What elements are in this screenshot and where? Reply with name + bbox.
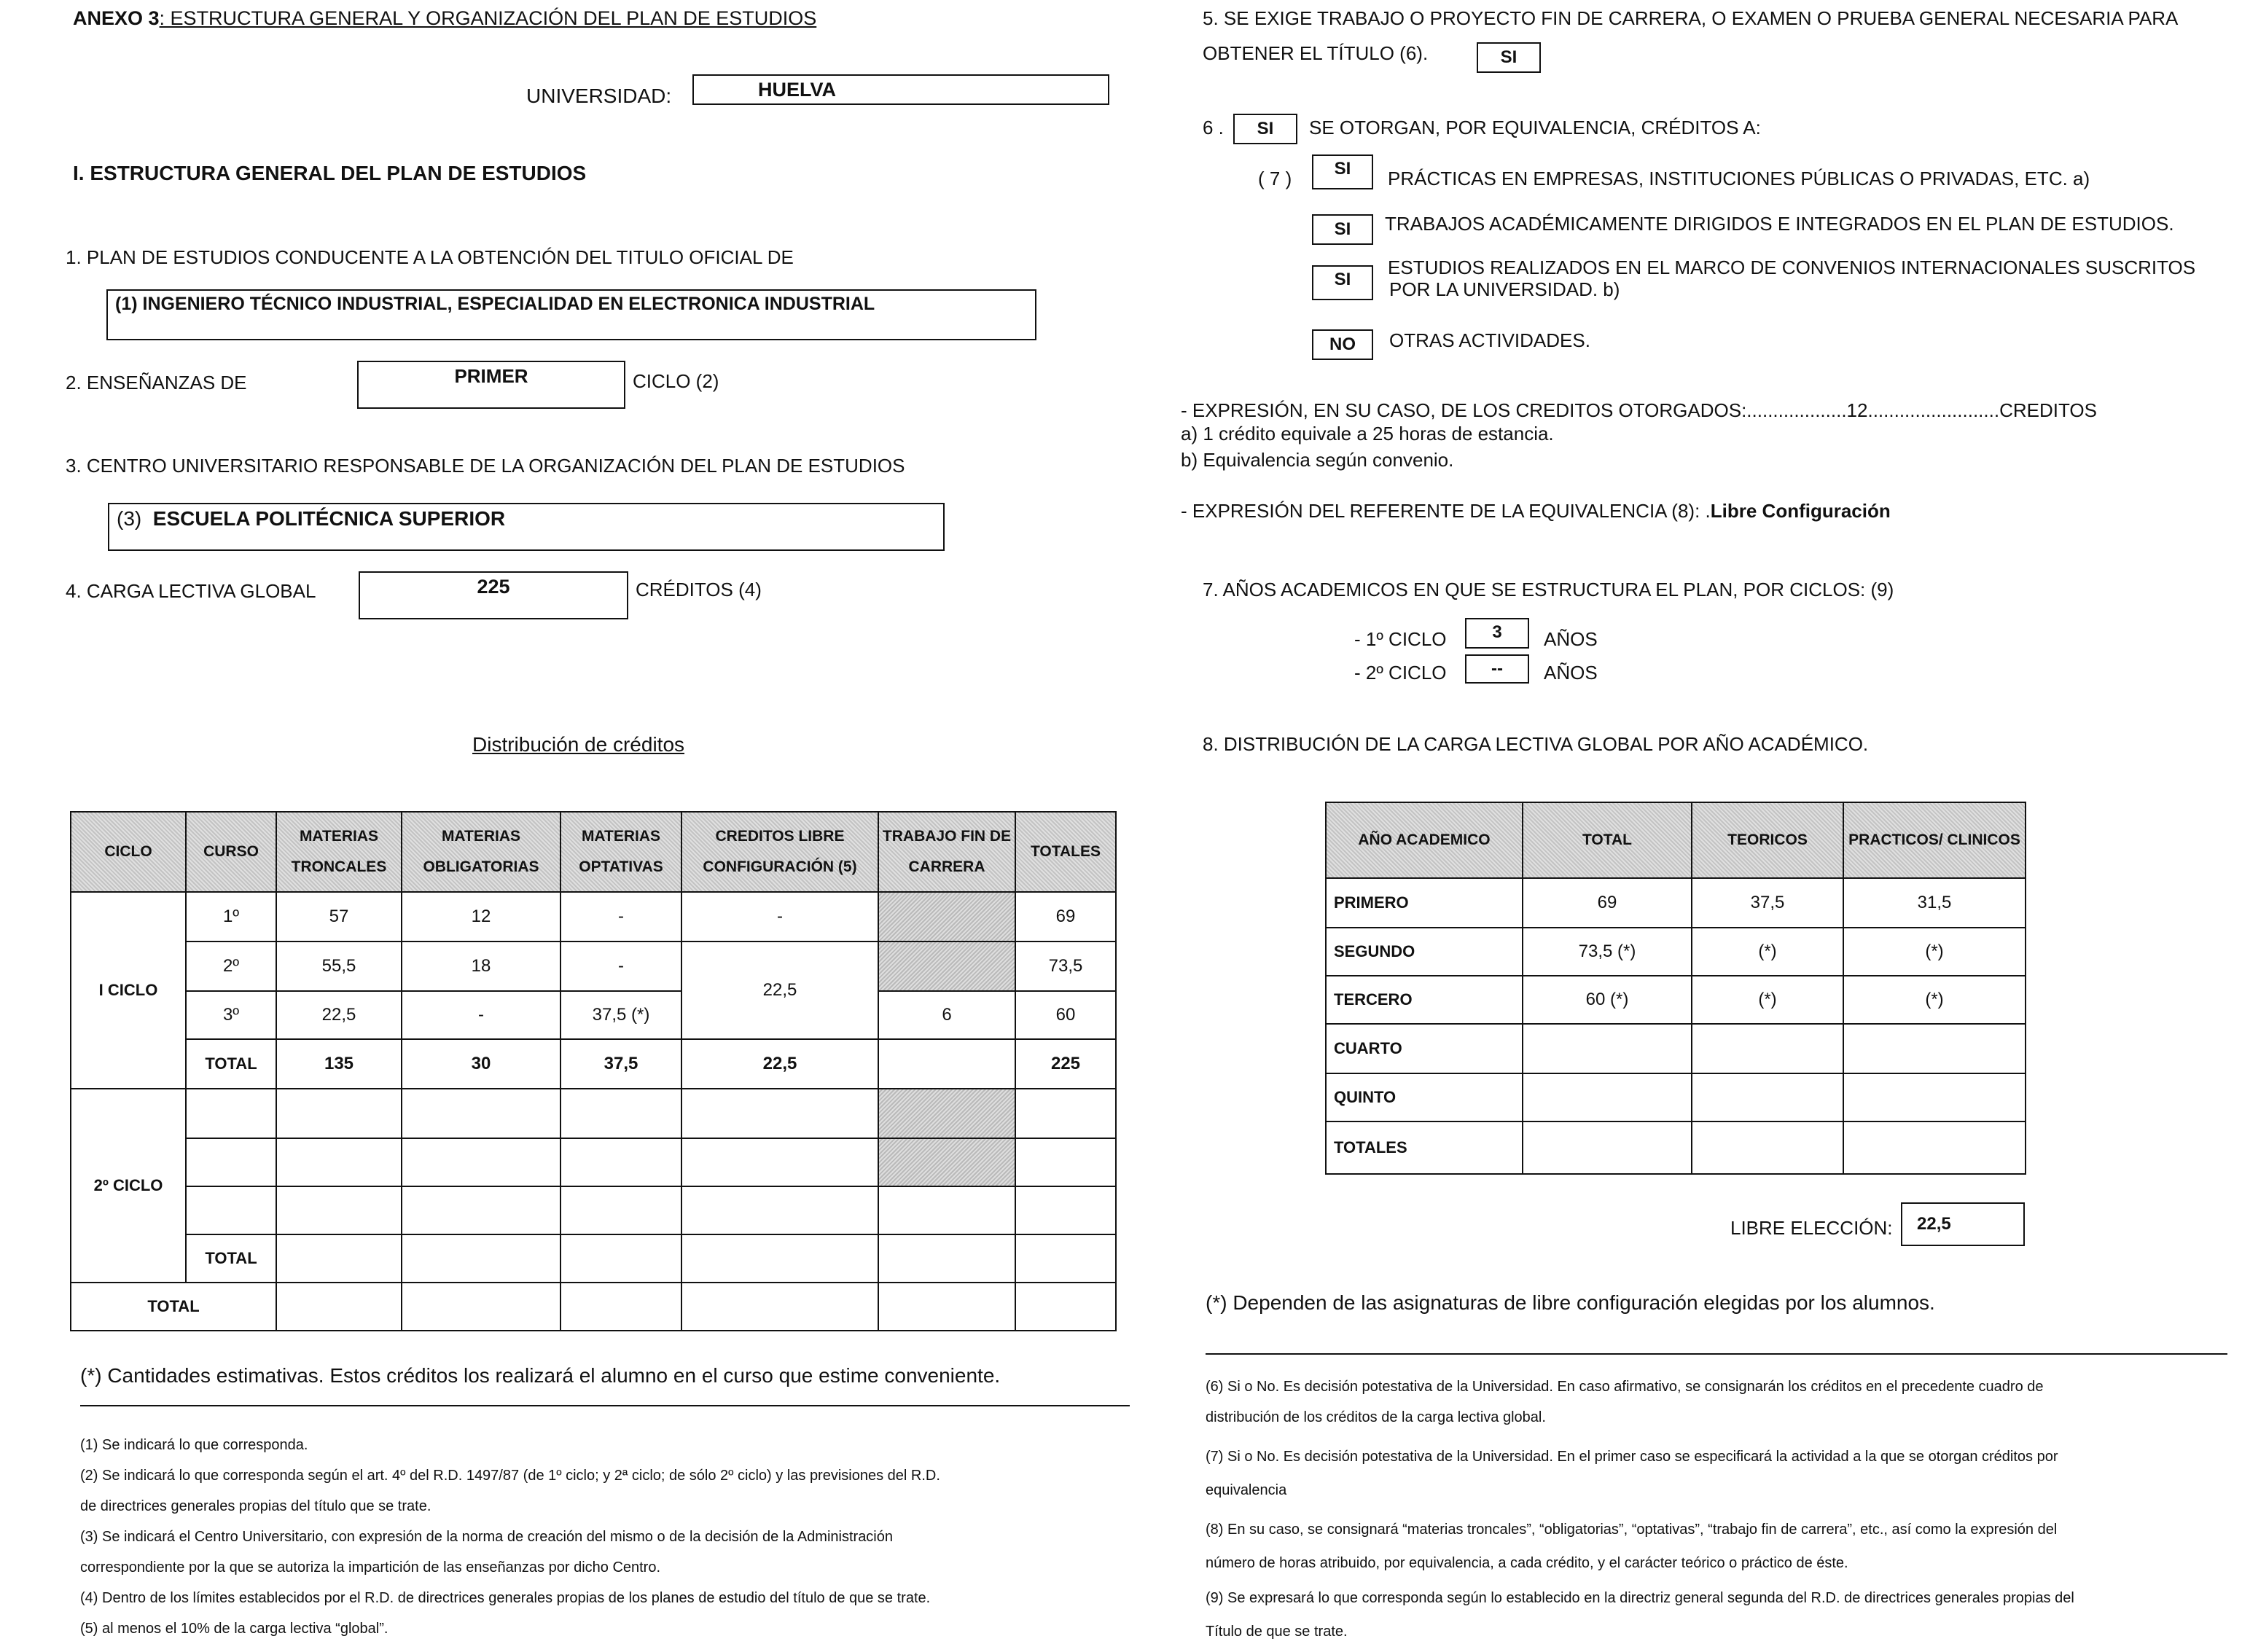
table-cell: - [402,991,560,1039]
item6-prefix: 6 . [1203,117,1224,138]
eq-box-trabajos: SI [1312,214,1373,245]
year-label: TERCERO [1326,976,1523,1024]
eq-label-practicas: PRÁCTICAS EN EMPRESAS, INSTITUCIONES PÚBLICAS O PRIVADAS, ETC. a) [1388,168,2090,189]
eq-box-practicas: SI [1312,154,1373,189]
note-depend: (*) Dependen de las asignaturas de libre configuración elegidas por los alumnos. [1206,1291,1935,1314]
item4-label: 4. CARGA LECTIVA GLOBAL [66,580,316,602]
year-label: SEGUNDO [1326,928,1523,976]
eq-box-convenios: SI [1312,265,1373,300]
annex-label: ANEXO 3 [73,7,160,29]
table-cell [1015,1234,1116,1283]
table-row [71,991,1116,1039]
table-cell [1692,1024,1843,1073]
header-ciclo: CICLO [71,812,186,892]
final-project-required-box: SI [1477,42,1541,73]
table-cell: 69 [1523,878,1692,928]
table-cell [402,1089,560,1138]
header-troncales: MATERIAS TRONCALES [276,812,402,892]
table-cell: - [560,942,681,991]
eq-label-trabajos: TRABAJOS ACADÉMICAMENTE DIRIGIDOS E INTEGRADOS EN EL PLAN DE ESTUDIOS. [1385,213,2174,235]
table-cell [560,1089,681,1138]
footnote-6b: distribución de los créditos de la carga lectiva global. [1206,1409,1546,1425]
table-cell [681,1186,878,1234]
note-estimates: (*) Cantidades estimativas. Estos créditos los realizará el alumno en el curso que estime conveniente. [80,1364,1001,1387]
cycle2-years-unit: AÑOS [1544,662,1598,684]
year-header-practicos: PRACTICOS/ CLINICOS [1843,802,2026,878]
item4-suffix: CRÉDITOS (4) [636,579,762,600]
table-cell: 12 [402,892,560,942]
item1-label: 1. PLAN DE ESTUDIOS CONDUCENTE A LA OBTENCIÓN DEL TITULO OFICIAL DE [66,246,794,268]
eq-label-convenios: ESTUDIOS REALIZADOS EN EL MARCO DE CONVENIOS INTERNACIONALES SUSCRITOS [1388,257,2196,278]
item7-label: 7. AÑOS ACADEMICOS EN QUE SE ESTRUCTURA EL PLAN, POR CICLOS: (9) [1203,579,1894,600]
cycle2-total-label: TOTAL [186,1234,276,1283]
table-cell [681,1283,878,1331]
table-cell: 60 (*) [1523,976,1692,1024]
table-cell: (*) [1843,928,2026,976]
table-cell: 73,5 (*) [1523,928,1692,976]
table-cell: 60 [1015,991,1116,1039]
footnote-8b: número de horas atribuido, por equivalencia, a cada crédito, y el carácter teórico o práctico de éste. [1206,1555,1848,1571]
table-cell [1523,1024,1692,1073]
table-cell: TOTAL [186,1039,276,1089]
header-libre: CREDITOS LIBRE CONFIGURACIÓN (5) [681,812,878,892]
footnote-3b: correspondiente por la que se autoriza la impartición de las enseñanzas por dicho Centro. [80,1559,661,1575]
cycle2-years-label: - 2º CICLO [1354,662,1447,684]
item3-label: 3. CENTRO UNIVERSITARIO RESPONSABLE DE LA ORGANIZACIÓN DEL PLAN DE ESTUDIOS [66,455,905,477]
footnote-7: (7) Si o No. Es decisión potestativa de la Universidad. En el primer caso se especificará la actividad a la que se otorgan créditos por [1206,1449,2058,1465]
item6-ref: ( 7 ) [1258,168,1292,189]
table-cell [402,1283,560,1331]
table-cell [402,1138,560,1186]
item5-line2: OBTENER EL TÍTULO (6). [1203,42,1429,64]
header-trabajo: TRABAJO FIN DE CARRERA [878,812,1015,892]
table-row [71,942,1116,991]
table-cell [560,1186,681,1234]
year-header-academic: AÑO ACADEMICO [1326,802,1523,878]
footnote-7b: equivalencia [1206,1482,1287,1498]
university-value: HUELVA [692,74,1109,105]
header-obligatorias: MATERIAS OBLIGATORIAS [402,812,560,892]
table-cell [1843,1024,2026,1073]
cycle2-label: 2º CICLO [71,1089,186,1283]
table-cell: 6 [878,991,1015,1039]
table-cell: 30 [402,1039,560,1089]
header-totales: TOTALES [1015,812,1116,892]
table-cell [681,1089,878,1138]
table-cell [276,1234,402,1283]
credit-distribution-table [70,811,1117,1331]
table-cell: 69 [1015,892,1116,942]
table-cell: (*) [1692,928,1843,976]
equivalence-credits-box: SI [1233,114,1297,144]
note-a: a) 1 crédito equivale a 25 horas de estancia. [1181,423,1554,445]
footnote-1: (1) Se indicará lo que corresponda. [80,1437,308,1453]
table-row-total [71,1234,1116,1283]
grand-total-label: TOTAL [71,1283,276,1331]
table-cell: 2º [186,942,276,991]
footnote-2b: de directrices generales propias del título que se trate. [80,1498,431,1514]
footnote-6: (6) Si o No. Es decisión potestativa de la Universidad. En caso afirmativo, se consignarán los créditos en el precedente cuadro de [1206,1379,2044,1395]
table-row-total [71,1039,1116,1089]
table-row [71,1186,1116,1234]
table-cell [1523,1121,1692,1174]
table-cell [878,1234,1015,1283]
table-cell: 55,5 [276,942,402,991]
table-cell: 57 [276,892,402,942]
expr-ref-value: Libre Configuración [1710,500,1891,522]
year-header-total: TOTAL [1523,802,1692,878]
cycle1-years-box: 3 [1465,618,1529,649]
table-row [1326,878,2026,928]
table-row [1326,1073,2026,1121]
footnote-3: (3) Se indicará el Centro Universitario, con expresión de la norma de creación del mismo o de la decisión de la Administración [80,1529,893,1545]
table-cell [560,1138,681,1186]
total-credits-field: 225 [359,571,628,619]
table-cell [878,1283,1015,1331]
item6-label: SE OTORGAN, POR EQUIVALENCIA, CRÉDITOS A: [1309,117,1761,138]
table-cell: (*) [1843,976,2026,1024]
table-cell: 22,5 [681,942,878,1039]
table-cell [186,1089,276,1138]
table-cell [1692,1121,1843,1174]
annex-title: : ESTRUCTURA GENERAL Y ORGANIZACIÓN DEL PLAN DE ESTUDIOS [159,7,817,29]
table-cell [878,1186,1015,1234]
table-cell [402,1186,560,1234]
table-cell [186,1186,276,1234]
center-field-prefix: (3) [117,507,142,530]
footnote-5: (5) al menos el 10% de la carga lectiva “global”. [80,1621,388,1637]
degree-title-field: (1) INGENIERO TÉCNICO INDUSTRIAL, ESPECIALIDAD EN ELECTRONICA INDUSTRIAL [106,289,1036,340]
table-row [1326,976,2026,1024]
table-cell [1015,1089,1116,1138]
item8-label: 8. DISTRIBUCIÓN DE LA CARGA LECTIVA GLOBAL POR AÑO ACADÉMICO. [1203,733,1869,755]
table-cell: - [681,892,878,942]
table-cell-shaded [878,892,1015,942]
table-header-row [71,812,1116,892]
header-curso: CURSO [186,812,276,892]
table-cell: 37,5 [1692,878,1843,928]
cycle1-label: I CICLO [71,892,186,1089]
table-cell [878,1039,1015,1089]
table-cell: 1º [186,892,276,942]
table-cell [1692,1073,1843,1121]
year-header-teoricos: TEORICOS [1692,802,1843,878]
table-cell [1015,1186,1116,1234]
table-cell: 73,5 [1015,942,1116,991]
table-row-grand-total [71,1283,1116,1331]
table-cell [1843,1121,2026,1174]
item5-line1: 5. SE EXIGE TRABAJO O PROYECTO FIN DE CARRERA, O EXAMEN O PRUEBA GENERAL NECESARIA PARA [1203,7,2179,29]
table-cell: 18 [402,942,560,991]
table-cell: 37,5 [560,1039,681,1089]
year-label: TOTALES [1326,1121,1523,1174]
table-cell [1015,1283,1116,1331]
divider-right [1206,1353,2227,1355]
footnote-2: (2) Se indicará lo que corresponda según el art. 4º del R.D. 1497/87 (de 1º ciclo; y 2ª ciclo; de sólo 2º ciclo) y las previsiones del R.D. [80,1468,940,1484]
header-optativas: MATERIAS OPTATIVAS [560,812,681,892]
eq-label-otras: OTRAS ACTIVIDADES. [1389,329,1590,351]
table-cell-shaded [878,1138,1015,1186]
table-row [71,1138,1116,1186]
table-cell: 225 [1015,1039,1116,1089]
table-cell [681,1234,878,1283]
table-cell-shaded [878,1089,1015,1138]
annex-heading [73,7,816,30]
year-label: QUINTO [1326,1073,1523,1121]
cycle2-years-box: -- [1465,654,1529,684]
expr-ref [1181,500,1891,522]
section-title: I. ESTRUCTURA GENERAL DEL PLAN DE ESTUDIOS [73,162,587,184]
expr-ref-label: - EXPRESIÓN DEL REFERENTE DE LA EQUIVALENCIA (8): . [1181,500,1711,522]
footnote-9: (9) Se expresará lo que corresponda según lo establecido en la directriz general segunda del R.D. de directrices generales propias del [1206,1590,2074,1606]
table-cell [560,1283,681,1331]
free-choice-value: 22,5 [1901,1202,2025,1246]
year-header-row [1326,802,2026,878]
footnote-8: (8) En su caso, se consignará “materias troncales”, “obligatorias”, “optativas”, “trabajo fin de carrera”, etc., así como la expresión del [1206,1522,2058,1538]
note-b: b) Equivalencia según convenio. [1181,449,1454,471]
table-cell [276,1283,402,1331]
item2-suffix: CICLO (2) [633,370,719,392]
table-row [71,892,1116,942]
eq-box-otras: NO [1312,329,1373,360]
table-cell [1523,1073,1692,1121]
table-cell [276,1138,402,1186]
cycle1-years-unit: AÑOS [1544,628,1598,650]
distribution-title: Distribución de créditos [472,733,685,756]
table-cell: 3º [186,991,276,1039]
table-cell: - [560,892,681,942]
table-cell: 37,5 (*) [560,991,681,1039]
table-row [71,1089,1116,1138]
table-row-total [1326,1121,2026,1174]
cycle1-years-label: - 1º CICLO [1354,628,1447,650]
university-label: UNIVERSIDAD: [526,85,672,107]
table-cell: (*) [1692,976,1843,1024]
table-cell: 22,5 [276,991,402,1039]
table-cell [276,1089,402,1138]
cycle-field: PRIMER [357,361,625,409]
year-label: CUARTO [1326,1024,1523,1073]
center-field-value: ESCUELA POLITÉCNICA SUPERIOR [152,507,506,530]
table-cell: 22,5 [681,1039,878,1089]
center-field [108,503,945,551]
table-cell [402,1234,560,1283]
academic-year-table [1325,802,2026,1175]
free-choice-label: LIBRE ELECCIÓN: [1730,1217,1893,1239]
table-cell [681,1138,878,1186]
table-row [1326,928,2026,976]
table-cell-shaded [878,942,1015,991]
table-cell [1015,1138,1116,1186]
divider-left [80,1405,1130,1406]
expr-credits: - EXPRESIÓN, EN SU CASO, DE LOS CREDITOS OTORGADOS:...................12.........................CREDITOS [1181,399,2097,421]
table-cell [1843,1073,2026,1121]
table-cell [560,1234,681,1283]
table-cell [186,1138,276,1186]
footnote-9b: Título de que se trate. [1206,1624,1348,1640]
year-label: PRIMERO [1326,878,1523,928]
eq-label-convenios-2: POR LA UNIVERSIDAD. b) [1389,278,1620,300]
table-cell: 31,5 [1843,878,2026,928]
table-row [1326,1024,2026,1073]
table-cell [276,1186,402,1234]
table-cell: 135 [276,1039,402,1089]
footnote-4: (4) Dentro de los límites establecidos por el R.D. de directrices generales propias de los planes de estudio del título de que se trate. [80,1590,931,1606]
item2-label: 2. ENSEÑANZAS DE [66,372,247,394]
